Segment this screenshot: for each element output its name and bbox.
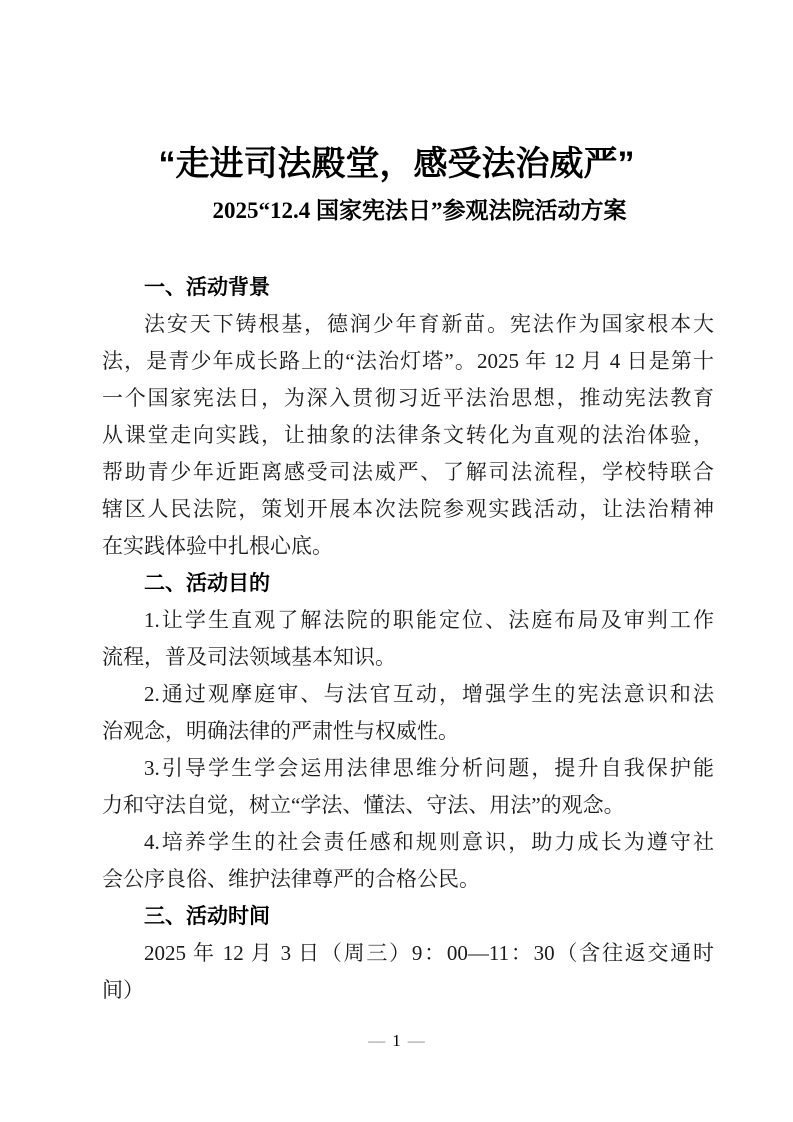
paragraph-line: 1.让学生直观了解法院的职能定位、法庭布局及审判工作	[144, 608, 714, 632]
document-body	[102, 269, 714, 1009]
page-footer	[0, 1031, 793, 1051]
section-heading: 二、活动目的	[144, 572, 270, 595]
paragraph-line: 一个国家宪法日，为深入贯彻习近平法治思想，推动宪法教育	[102, 386, 714, 410]
section-heading: 一、活动背景	[144, 276, 270, 299]
paragraph-line: 力和守法自觉，树立“学法、懂法、守法、用法”的观念。	[102, 793, 625, 817]
paragraph-line: 流程，普及司法领域基本知识。	[102, 645, 396, 669]
paragraph-line: 2025 年 12 月 3 日（周三）9：00—11：30（含往返交通时	[144, 941, 714, 965]
paragraph-line: 辖区人民法院，策划开展本次法院参观实践活动，让法治精神	[102, 497, 714, 521]
paragraph-line: 从课堂走向实践，让抽象的法律条文转化为直观的法治体验，	[102, 423, 714, 447]
paragraph-line: 2.通过观摩庭审、与法官互动，增强学生的宪法意识和法	[144, 682, 714, 706]
paragraph-line: 在实践体验中扎根心底。	[102, 534, 333, 558]
paragraph-line: 法安天下铸根基，德润少年育新苗。宪法作为国家根本大	[144, 312, 714, 336]
paragraph-line: 治观念，明确法律的严肃性与权威性。	[102, 719, 459, 743]
footer-dash-right: —	[407, 1031, 425, 1050]
paragraph-line: 会公序良俗、维护法律尊严的合格公民。	[102, 867, 480, 891]
paragraph-line: 3.引导学生学会运用法律思维分析问题，提升自我保护能	[144, 756, 714, 780]
paragraph-line: 法，是青少年成长路上的“法治灯塔”。2025 年 12 月 4 日是第十	[102, 349, 714, 373]
paragraph-line: 间）	[102, 978, 144, 1002]
paragraph-line: 4.培养学生的社会责任感和规则意识，助力成长为遵守社	[144, 830, 714, 854]
footer-dash-left: —	[368, 1031, 386, 1050]
section-heading: 三、活动时间	[144, 905, 270, 928]
paragraph-line: 帮助青少年近距离感受司法威严、了解司法流程，学校特联合	[102, 460, 714, 484]
page-number: 1	[392, 1031, 401, 1050]
document-title: “走进司法殿堂，感受法治威严”	[158, 145, 635, 183]
document-subtitle: 2025“12.4 国家宪法日”参观法院活动方案	[212, 198, 627, 223]
